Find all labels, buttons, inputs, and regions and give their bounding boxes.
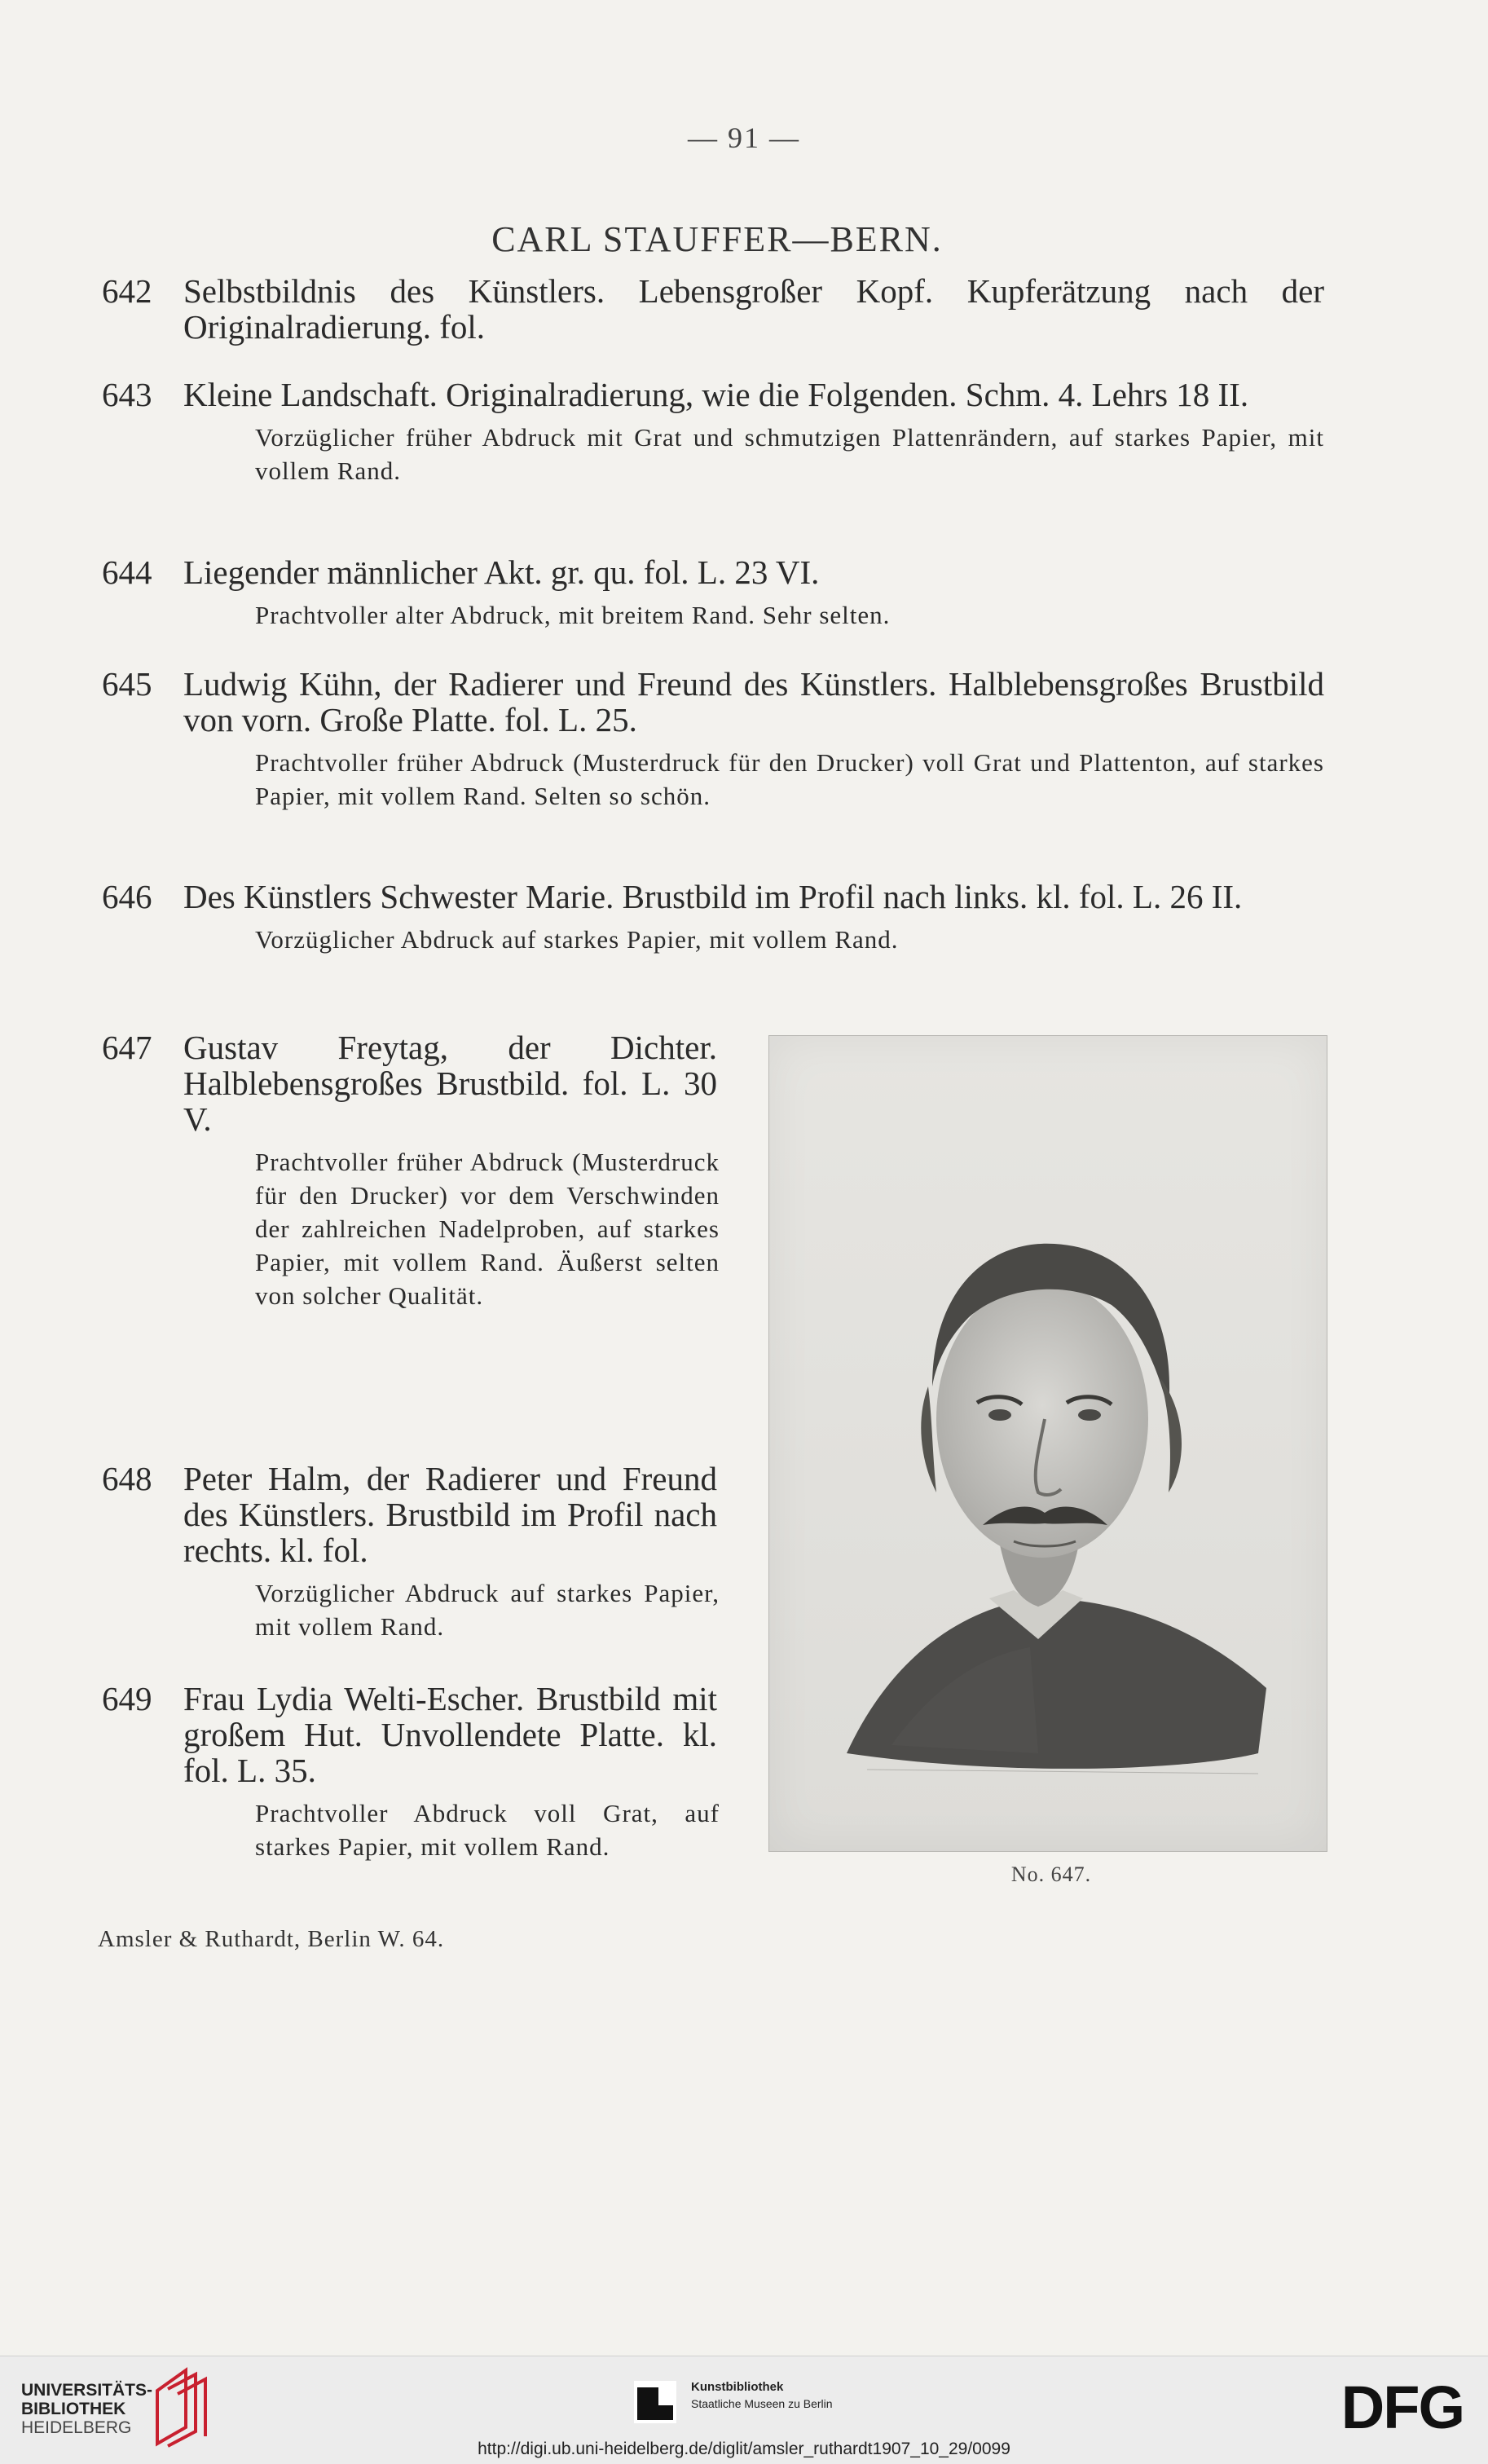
- entry-number: 644: [102, 553, 152, 591]
- entry-648: [102, 1460, 720, 1643]
- entry-number: 643: [102, 376, 152, 413]
- ub-logo-line: HEIDELBERG: [21, 2418, 132, 2437]
- entry-title: Selbstbildnis des Künstlers. Lebensgroßer Kopf. Kupferätzung nach der Originalradierung. fol.: [183, 272, 1324, 346]
- portrait-etching-image: [768, 1035, 1327, 1852]
- ub-heidelberg-logo[interactable]: [21, 2381, 152, 2437]
- entry-title: Peter Halm, der Radierer und Freund des Künstlers. Brustbild im Profil nach rechts. kl. fol.: [183, 1460, 717, 1569]
- entry-title: Gustav Freytag, der Dichter. Halblebensgroßes Brustbild. fol. L. 30 V.: [183, 1029, 717, 1138]
- portrait-illustration: [769, 1036, 1327, 1851]
- entry-title: Des Künstlers Schwester Marie. Brustbild im Profil nach links. kl. fol. L. 26 II.: [183, 878, 1243, 915]
- entry-note: Prachtvoller alter Abdruck, mit breitem Rand. Sehr selten.: [255, 601, 891, 629]
- dfg-logo[interactable]: DFG: [1341, 2374, 1464, 2441]
- entry-number: 646: [102, 878, 152, 915]
- entry-642: [102, 272, 1324, 346]
- page-number: — 91 —: [688, 121, 800, 154]
- kb-title: Kunstbibliothek: [691, 2380, 784, 2394]
- entry-note: Vorzüglicher Abdruck auf starkes Papier, mit vollem Rand.: [255, 1579, 720, 1641]
- entry-note: Prachtvoller früher Abdruck (Musterdruck für den Drucker) voll Grat und Plattenton, auf starkes Papier, mit vollem Rand. Selten so schön.: [255, 748, 1324, 810]
- entry-647: [102, 1029, 720, 1312]
- entry-note: Vorzüglicher früher Abdruck mit Grat und schmutzigen Plattenrändern, auf starkes Papier, mit vollem Rand.: [255, 423, 1324, 485]
- publisher-imprint: Amsler & Ruthardt, Berlin W. 64.: [98, 1926, 445, 1952]
- entry-number: 645: [102, 665, 152, 703]
- entry-649: [102, 1680, 720, 1863]
- entry-number: 642: [102, 272, 152, 310]
- entry-title: Kleine Landschaft. Originalradierung, wie die Folgenden. Schm. 4. Lehrs 18 II.: [183, 376, 1249, 413]
- entry-title: Frau Lydia Welti-Escher. Brustbild mit großem Hut. Unvollendete Platte. kl. fol. L. 35.: [183, 1680, 717, 1789]
- kunstbibliothek-logo-icon: [634, 2381, 676, 2423]
- digitization-footer: [0, 2356, 1488, 2464]
- figure-caption: No. 647.: [1010, 1862, 1092, 1886]
- permalink-url[interactable]: http://digi.ub.uni-heidelberg.de/diglit/amsler_ruthardt1907_10_29/0099: [478, 2440, 1010, 2458]
- entry-number: 647: [102, 1029, 152, 1066]
- entry-646: [102, 878, 1324, 956]
- section-header: CARL STAUFFER—BERN.: [491, 219, 943, 259]
- entry-643: [102, 376, 1324, 487]
- entry-title: Ludwig Kühn, der Radierer und Freund des Künstlers. Halblebensgroßes Brustbild von vorn. Große Platte. fol. L. 25.: [183, 665, 1324, 738]
- ub-logo-line: BIBLIOTHEK: [21, 2400, 126, 2418]
- entry-number: 648: [102, 1460, 152, 1497]
- entry-number: 649: [102, 1680, 152, 1717]
- entry-title: Liegender männlicher Akt. gr. qu. fol. L. 23 VI.: [183, 553, 820, 591]
- kb-subtitle: Staatliche Museen zu Berlin: [691, 2397, 833, 2410]
- entry-644: [102, 553, 1324, 632]
- ub-logo-line: UNIVERSITÄTS-: [21, 2381, 153, 2400]
- entry-note: Prachtvoller Abdruck voll Grat, auf starkes Papier, mit vollem Rand.: [255, 1799, 720, 1861]
- kunstbibliothek-label: [691, 2379, 833, 2412]
- entry-645: [102, 665, 1324, 813]
- entry-note: Vorzüglicher Abdruck auf starkes Papier, mit vollem Rand.: [255, 925, 899, 954]
- ub-heidelberg-mark-icon: [153, 2366, 210, 2448]
- entry-note: Prachtvoller früher Abdruck (Musterdruck für den Drucker) vor dem Verschwinden der zahlreichen Nadelproben, auf starkes Papier, mit vollem Rand. Äußerst selten von solcher Qualität.: [255, 1148, 720, 1310]
